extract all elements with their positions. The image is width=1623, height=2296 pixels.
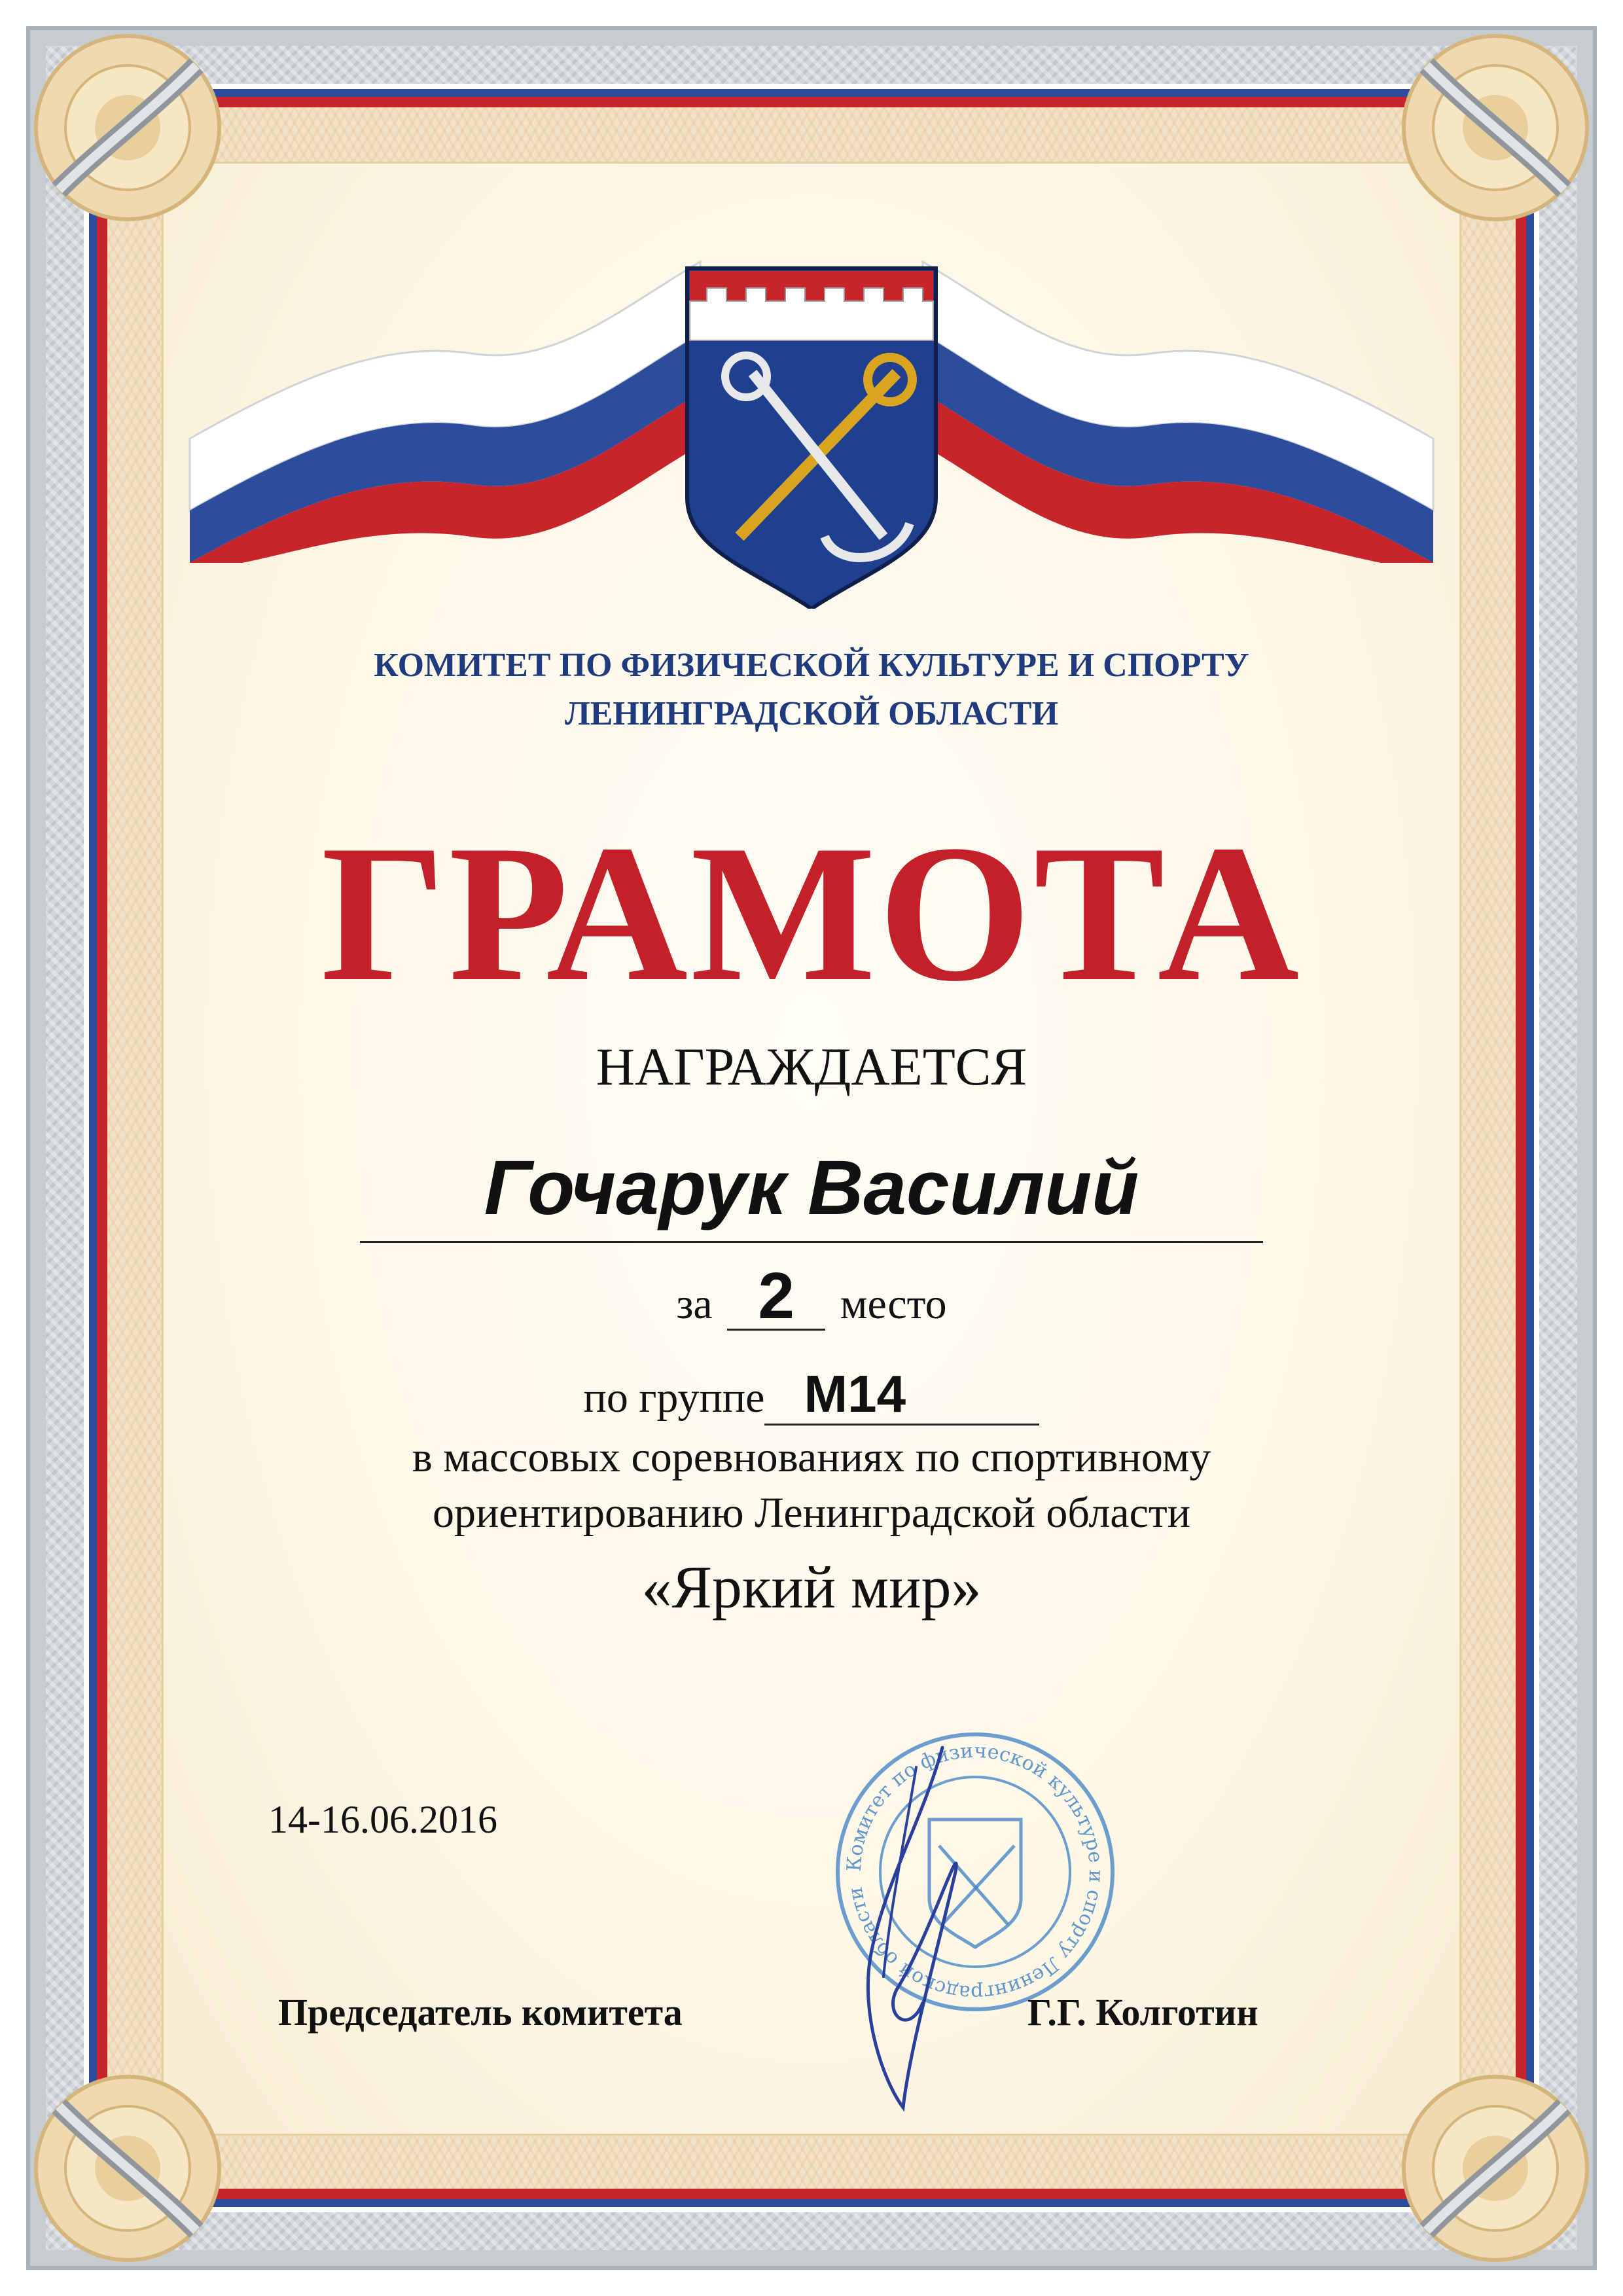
seal-text: Комитет по физической культуре и спорту Ленинградской области <box>842 1739 1108 2005</box>
description-line-1: в массовых соревнованиях по спортивному <box>412 1433 1211 1481</box>
group-value: М14 <box>764 1365 1039 1426</box>
leningrad-oblast-coat-of-arms-icon <box>681 262 942 609</box>
place-value: 2 <box>727 1263 825 1331</box>
event-name: «Яркий мир» <box>641 1554 982 1621</box>
recipient-name-underline <box>360 1241 1263 1243</box>
certificate-title: ГРАМОТА <box>321 804 1302 1022</box>
group-prefix: по группе <box>583 1374 765 1422</box>
organization-line-1: КОМИТЕТ ПО ФИЗИЧЕСКОЙ КУЛЬТУРЕ И СПОРТУ <box>374 647 1249 684</box>
corner-ornament-top-right-icon <box>1387 20 1603 236</box>
corner-ornament-bottom-left-icon <box>20 2060 236 2276</box>
place-row <box>0 1259 1623 1340</box>
signatory-name: Г.Г. Колготин <box>1027 1991 1258 2034</box>
awarded-label: НАГРАЖДАЕТСЯ <box>596 1037 1027 1096</box>
corner-ornament-top-left-icon <box>20 20 236 236</box>
group-row <box>0 1365 1623 1427</box>
place-suffix: место <box>840 1280 947 1328</box>
description-line-2: ориентированию Ленинградской области <box>432 1489 1191 1537</box>
corner-ornament-bottom-right-icon <box>1387 2060 1603 2276</box>
event-date: 14-16.06.2016 <box>268 1798 497 1841</box>
signatory-position: Председатель комитета <box>278 1991 683 2034</box>
place-prefix: за <box>676 1280 713 1328</box>
organization-line-2: ЛЕНИНГРАДСКОЙ ОБЛАСТИ <box>564 695 1059 732</box>
handwritten-signature-icon <box>844 1741 975 2114</box>
recipient-name: Гочарук Василий <box>484 1145 1139 1231</box>
